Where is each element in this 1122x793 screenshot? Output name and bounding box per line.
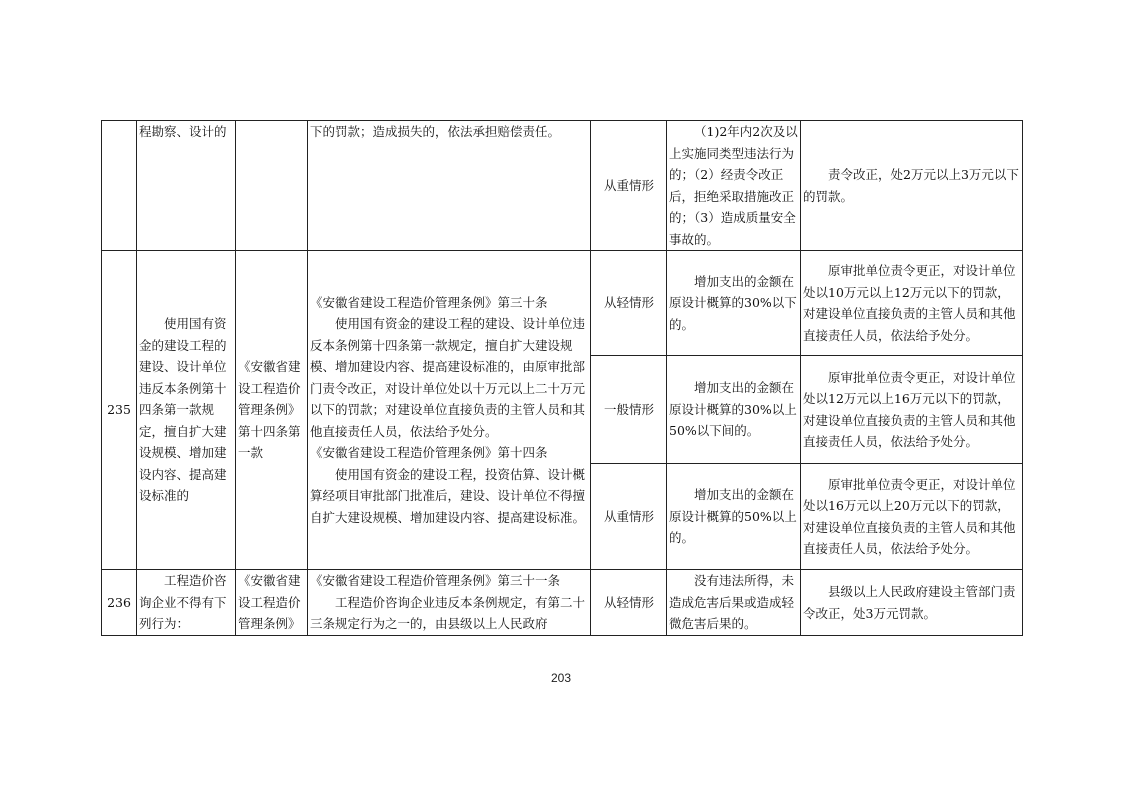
standard-cell [667, 121, 801, 251]
penalty-cell [801, 356, 1023, 464]
circumstance-cell: 从重情形 [591, 121, 667, 251]
seq-cell: 235 [102, 251, 137, 570]
violation-cell [137, 121, 236, 251]
penalty-text: 原审批单位责令更正，对设计单位处以12万元以上16万元以下的罚款，对建设单位直接负责的主管人员和其他直接责任人员，依法给予处分。 [803, 369, 1016, 449]
violation-cell [137, 251, 236, 570]
basis-text: 《安徽省建设工程造价管理条例》第十四条第一款 [238, 359, 301, 461]
standard-cell [667, 464, 801, 570]
penalty-cell [801, 570, 1023, 636]
table-row [102, 121, 1023, 251]
penalty-text: 原审批单位责令更正，对设计单位处以16万元以上20万元以下的罚款，对建设单位直接负责的主管人员和其他直接责任人员，依法给予处分。 [803, 476, 1016, 556]
circumstance-cell: 从轻情形 [591, 570, 667, 636]
violation-cell [137, 570, 236, 636]
standard-text: 增加支出的金额在原设计概算的30%以下的。 [669, 273, 797, 332]
violation-text: 使用国有资金的建设工程的建设、设计单位违反本条例第十四条第一款规定，擅自扩大建设规模、增加建设内容、提高建设标准的 [139, 316, 227, 504]
basis-text: 《安徽省建设工程造价管理条例》 [238, 573, 301, 632]
seq-cell [102, 121, 137, 251]
standard-text: 没有违法所得，未造成危害后果或造成轻微危害后果的。 [669, 573, 795, 632]
penalty-text: 责令改正，处2万元以上3万元以下的罚款。 [803, 167, 1019, 204]
violation-text: 程勘察、设计的 [139, 124, 227, 139]
penalty-cell [801, 251, 1023, 356]
provision-cell [308, 121, 591, 251]
circumstance-cell: 一般情形 [591, 356, 667, 464]
provision-paragraph: 使用国有资金的建设工程，投资估算、设计概算经项目审批部门批准后，建设、设计单位不得擅自扩大建设规模、增加建设内容、提高建设标准。 [310, 466, 586, 525]
provision-paragraph: 工程造价咨询企业违反本条例规定，有第二十三条规定行为之一的，由县级以上人民政府 [310, 594, 586, 632]
table-row [102, 251, 1023, 356]
standard-text: 增加支出的金额在原设计概算的50%以上的。 [669, 487, 797, 546]
seq-cell: 236 [102, 570, 137, 636]
violation-text: 工程造价咨询企业不得有下列行为： [139, 573, 227, 632]
provision-cell [308, 570, 591, 636]
provision-paragraph: 《安徽省建设工程造价管理条例》第三十条 [310, 294, 548, 310]
basis-cell [236, 570, 308, 636]
standard-text: （1)2年内2次及以上实施同类型违法行为的；（2）经责令改正后，拒绝采取措施改正的；（3）造成质量安全事故的。 [669, 124, 798, 247]
provision-paragraph: 使用国有资金的建设工程的建设、设计单位违反本条例第十四条第一款规定，擅自扩大建设规模、增加建设内容、提高建设标准的，由原审批部门责令改正，对设计单位处以十万元以上二十万元以下的罚款；对建设单位直接负责的主管人员和其他直接责任人员，依法给予处分。 [310, 316, 586, 439]
basis-cell [236, 121, 308, 251]
provision-cell [308, 251, 591, 570]
penalty-discretion-table [101, 120, 1023, 636]
circumstance-cell: 从轻情形 [591, 251, 667, 356]
provision-paragraph: 下的罚款；造成损失的，依法承担赔偿责任。 [310, 124, 561, 139]
provision-paragraph: 《安徽省建设工程造价管理条例》第三十一条 [310, 573, 561, 589]
penalty-text: 县级以上人民政府建设主管部门责令改正，处3万元罚款。 [803, 584, 1016, 621]
penalty-cell [801, 464, 1023, 570]
circumstance-cell: 从重情形 [591, 464, 667, 570]
page-number: 203 [550, 671, 572, 685]
standard-cell [667, 356, 801, 464]
basis-cell [236, 251, 308, 570]
penalty-cell [801, 121, 1023, 251]
provision-paragraph: 《安徽省建设工程造价管理条例》第十四条 [310, 445, 548, 461]
standard-cell [667, 570, 801, 636]
standard-cell [667, 251, 801, 356]
penalty-text: 原审批单位责令更正，对设计单位处以10万元以上12万元以下的罚款，对建设单位直接负责的主管人员和其他直接责任人员，依法给予处分。 [803, 263, 1016, 343]
standard-text: 增加支出的金额在原设计概算的30%以上50%以下间的。 [669, 380, 797, 439]
table-row [102, 570, 1023, 636]
